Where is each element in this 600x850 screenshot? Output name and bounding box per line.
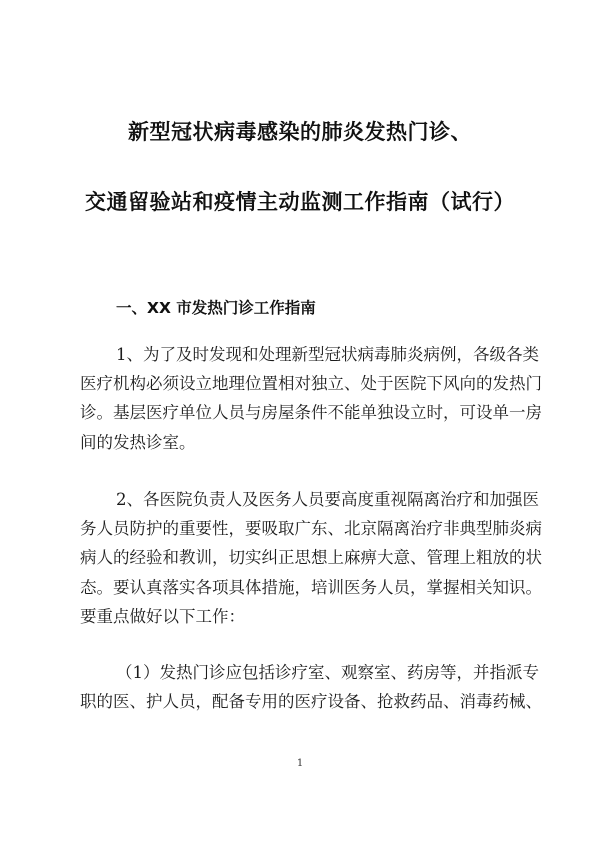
paragraph-line: 1、为了及时发现和处理新型冠状病毒肺炎病例，各级各类 (116, 345, 539, 364)
paragraph-2 (80, 485, 542, 631)
paragraph-line: 务人员防护的重要性，要吸取广东、北京隔离治疗非典型肺炎病 (80, 519, 542, 539)
paragraph-line: 要重点做好以下工作： (80, 606, 245, 626)
paragraph-line: 诊。基层医疗单位人员与房屋条件不能单独设立时，可设单一房 (80, 403, 542, 423)
document-title-line-1: 新型冠状病毒感染的肺炎发热门诊、 (128, 120, 472, 144)
paragraph-3 (80, 658, 542, 716)
paragraph-line: 2、各医院负责人及医务人员要高度重视隔离治疗和加强医 (116, 490, 539, 509)
section-heading: 一、XX 市发热门诊工作指南 (116, 299, 316, 317)
page-number: 1 (296, 758, 304, 769)
paragraph-line: 间的发热诊室。 (80, 432, 196, 452)
paragraph-line: 病人的经验和教训，切实纠正思想上麻痹大意、管理上粗放的状 (80, 548, 542, 568)
document-title-line-2: 交通留验站和疫情主动监测工作指南（试行） (85, 190, 515, 214)
paragraph-line: 职的医、护人员，配备专用的医疗设备、抢救药品、消毒药械、 (80, 692, 542, 712)
paragraph-line: （1）发热门诊应包括诊疗室、观察室、药房等，并指派专 (116, 663, 539, 682)
paragraph-line: 医疗机构必须设立地理位置相对独立、处于医院下风向的发热门 (80, 374, 542, 394)
paragraph-line: 态。要认真落实各项具体措施，培训医务人员，掌握相关知识。 (80, 577, 542, 597)
paragraph-1 (80, 340, 542, 457)
